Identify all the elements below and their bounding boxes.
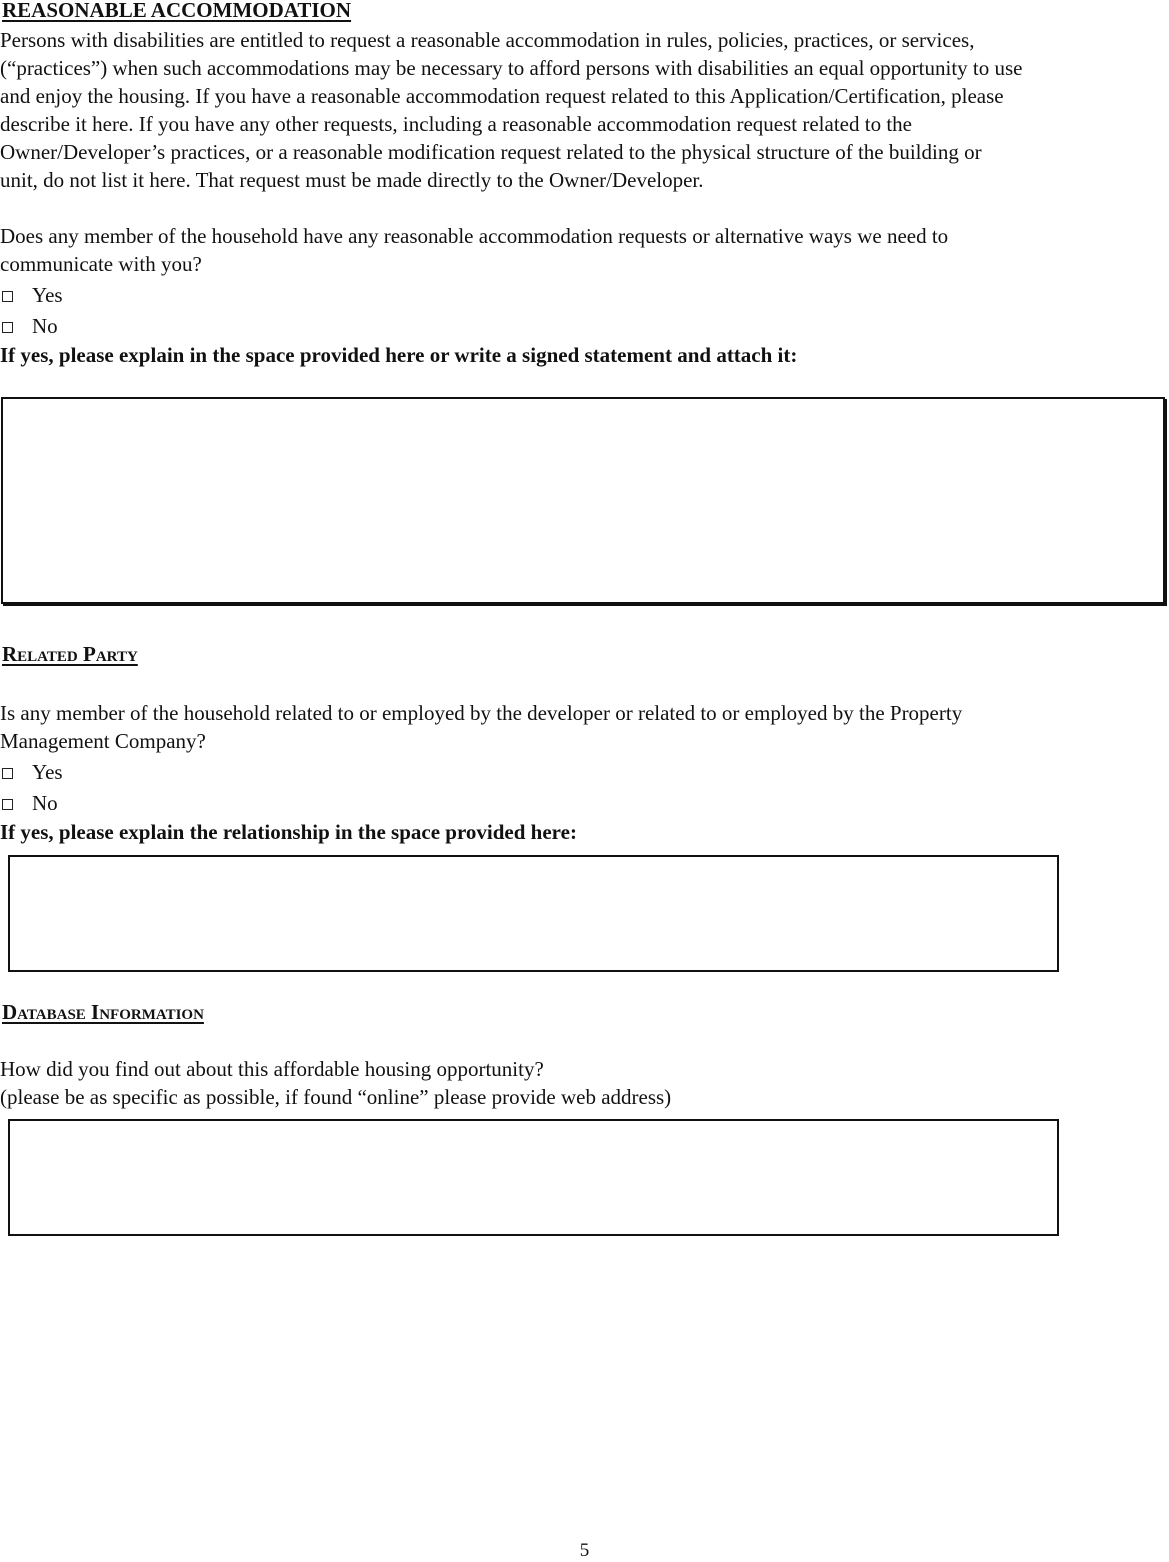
ra-no-checkbox[interactable]: [2, 322, 13, 333]
ra-paragraph-line-6: unit, do not list it here. That request must be made directly to the Owner/Developer.: [0, 168, 704, 192]
rp-option-yes[interactable]: [0, 758, 63, 786]
db-question: How did you find out about this affordable housing opportunity?: [0, 1057, 544, 1081]
rp-no-label: No: [32, 791, 58, 815]
rp-question-line-1: Is any member of the household related to or employed by the developer or related to or employed by the Property: [0, 701, 963, 725]
rp-instruction: If yes, please explain the relationship in the space provided here:: [0, 820, 577, 844]
page-number: 5: [579, 1540, 590, 1561]
ra-paragraph-line-5: Owner/Developer’s practices, or a reasonable modification request related to the physical structure of the building or: [0, 140, 982, 164]
db-note: (please be as specific as possible, if found “online” please provide web address): [0, 1085, 672, 1109]
ra-option-no[interactable]: [0, 312, 58, 340]
rp-question-line-2: Management Company?: [0, 729, 206, 753]
ra-paragraph-line-3: and enjoy the housing. If you have a reasonable accommodation request related to this Application/Certification, please: [0, 84, 1004, 108]
ra-no-label: No: [32, 314, 58, 338]
ra-paragraph-line-2: (“practices”) when such accommodations may be necessary to afford persons with disabilities an equal opportunity to use: [0, 56, 1023, 80]
ra-paragraph-line-1: Persons with disabilities are entitled to request a reasonable accommodation in rules, policies, practices, or services,: [0, 28, 975, 52]
database-information-heading: Database Information: [2, 1000, 204, 1024]
related-party-heading: Related Party: [2, 642, 138, 666]
rp-no-checkbox[interactable]: [2, 799, 13, 810]
ra-question-line-1: Does any member of the household have any reasonable accommodation requests or alternative ways we need to: [0, 224, 949, 248]
ra-question-line-2: communicate with you?: [0, 252, 202, 276]
reasonable-accommodation-heading: REASONABLE ACCOMMODATION: [2, 0, 352, 22]
rp-explanation-box[interactable]: [8, 855, 1059, 972]
db-answer-box[interactable]: [8, 1119, 1059, 1236]
ra-yes-checkbox[interactable]: [2, 291, 13, 302]
ra-paragraph-line-4: describe it here. If you have any other requests, including a reasonable accommodation request related to the: [0, 112, 912, 136]
rp-option-no[interactable]: [0, 789, 58, 817]
ra-instruction: If yes, please explain in the space provided here or write a signed statement and attach it:: [0, 343, 798, 367]
ra-explanation-box[interactable]: [1, 397, 1165, 604]
rp-yes-checkbox[interactable]: [2, 768, 13, 779]
ra-yes-label: Yes: [32, 283, 63, 307]
ra-option-yes[interactable]: [0, 281, 63, 309]
rp-yes-label: Yes: [32, 760, 63, 784]
